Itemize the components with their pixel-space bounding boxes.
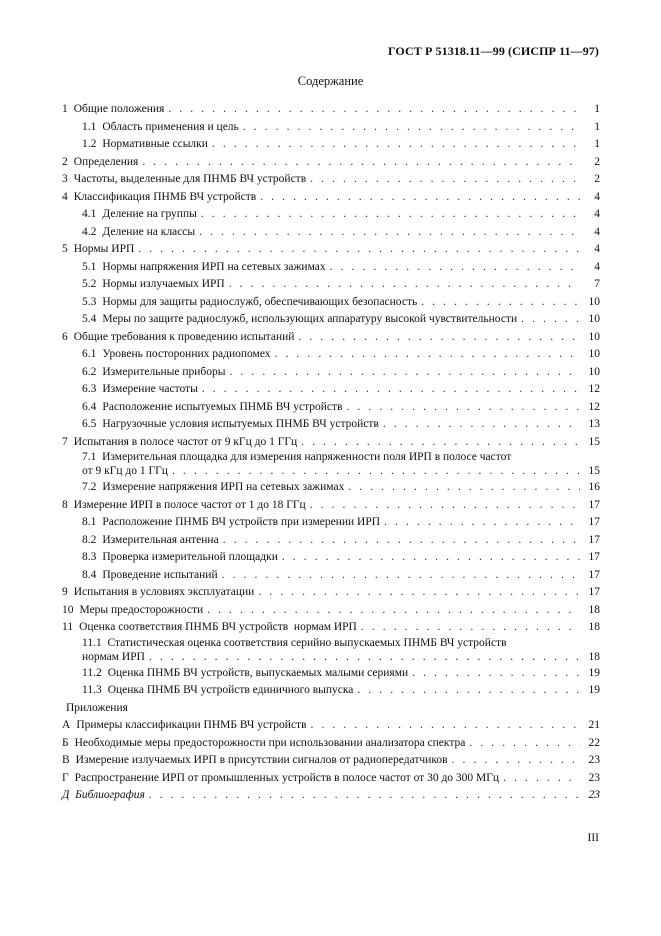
toc-entry-number: 3 bbox=[62, 173, 68, 185]
toc-entry[interactable] bbox=[62, 136, 600, 154]
dot-leader bbox=[260, 189, 580, 207]
toc-entry[interactable] bbox=[62, 101, 600, 119]
toc-entry-page: 23 bbox=[588, 771, 600, 784]
toc-entry-title: Проведение испытаний bbox=[102, 568, 218, 581]
toc-entry-title: Область применения и цель bbox=[102, 120, 239, 133]
toc-entry-number: 9 bbox=[62, 586, 68, 598]
toc-entry-number: 8.1 bbox=[82, 516, 97, 528]
dot-leader bbox=[310, 497, 580, 515]
dot-leader bbox=[348, 479, 580, 497]
toc-entry-title-line1: Измерительная площадка для измерения напряженности поля ИРП в полосе частот bbox=[102, 451, 512, 463]
toc-entry-title: Испытания в условиях эксплуатации bbox=[73, 586, 255, 598]
toc-entry-number: 6.2 bbox=[82, 365, 97, 378]
toc-entry[interactable] bbox=[62, 416, 600, 434]
dot-leader bbox=[330, 259, 580, 277]
toc-entry-number: 11.3 bbox=[82, 684, 102, 696]
dot-leader bbox=[311, 717, 580, 735]
dot-leader bbox=[346, 399, 580, 417]
toc-entry-title: Уровень посторонних радиопомех bbox=[102, 348, 271, 360]
toc-entry-number: Г bbox=[62, 771, 69, 784]
toc-entry-page: 4 bbox=[594, 208, 600, 220]
toc-entry-title-line1: Статистическая оценка соответствия серийно выпускаемых ПНМБ ВЧ устройств bbox=[107, 636, 507, 649]
toc-entry-title: Измерение частоты bbox=[102, 383, 198, 395]
toc-entry-page: 12 bbox=[588, 383, 600, 395]
toc-entry-number: Д bbox=[62, 789, 70, 801]
page-number: III bbox=[587, 832, 599, 844]
toc-entry-page: 10 bbox=[588, 313, 600, 325]
dot-leader bbox=[201, 206, 580, 224]
toc-entry-page: 1 bbox=[594, 120, 600, 133]
toc-entry-bibliography[interactable] bbox=[62, 787, 600, 805]
dot-leader bbox=[138, 241, 580, 259]
toc-entry[interactable] bbox=[62, 567, 600, 585]
page-title: Содержание bbox=[297, 74, 364, 88]
toc-entry[interactable] bbox=[62, 119, 600, 137]
toc-entry-page: 18 bbox=[588, 603, 600, 616]
toc-entry-title: Меры предосторожности bbox=[79, 603, 204, 616]
dot-leader bbox=[384, 514, 580, 532]
toc-entry[interactable] bbox=[62, 381, 600, 399]
toc-entry-page: 4 bbox=[594, 225, 600, 238]
toc-entry[interactable] bbox=[62, 241, 600, 259]
toc-entry-number: 5.3 bbox=[82, 295, 97, 308]
toc-entry-title: Нормативные ссылки bbox=[102, 138, 208, 150]
toc-entry-page: 10 bbox=[588, 295, 600, 308]
dot-leader bbox=[149, 650, 580, 665]
toc-entry[interactable] bbox=[62, 171, 600, 189]
toc-entry[interactable] bbox=[62, 584, 600, 602]
toc-entry[interactable] bbox=[62, 399, 600, 417]
toc-entry-title: Общие требования к проведению испытаний bbox=[73, 330, 295, 343]
toc-entry[interactable] bbox=[62, 329, 600, 347]
toc-entry-title: Нормы для защиты радиослужб, обеспечивающих безопасность bbox=[102, 295, 418, 308]
toc-entry-page: 17 bbox=[588, 568, 600, 581]
toc-entry-number: 2 bbox=[62, 155, 68, 168]
toc-entry-title-line2: нормам ИРП bbox=[82, 650, 145, 663]
toc-entry-page: 4 bbox=[594, 260, 600, 273]
toc-entry-page: 18 bbox=[588, 650, 600, 663]
toc-entry-number: 7.2 bbox=[82, 481, 97, 493]
dot-leader bbox=[212, 136, 580, 154]
appendix-heading: Приложения bbox=[66, 701, 128, 714]
toc-entry-title: Распространение ИРП от промышленных устройств в полосе частот от 30 до 300 МГц bbox=[74, 771, 500, 784]
dot-leader bbox=[503, 770, 580, 788]
toc-entry-number: Б bbox=[62, 736, 69, 749]
toc-entry-number: 11 bbox=[62, 621, 74, 633]
toc-entry-number: 6.5 bbox=[82, 418, 97, 430]
dot-leader bbox=[142, 154, 580, 172]
toc-entry-title: Нормы напряжения ИРП на сетевых зажимах bbox=[102, 260, 326, 273]
dot-leader bbox=[361, 619, 580, 637]
toc-entry-number: 11.2 bbox=[82, 666, 102, 679]
dot-leader bbox=[383, 416, 580, 434]
toc-entry[interactable] bbox=[62, 311, 600, 329]
toc-entry-page: 19 bbox=[588, 666, 600, 679]
toc-entry-title: Измерение ИРП в полосе частот от 1 до 18 ГГц bbox=[73, 498, 306, 511]
dot-leader bbox=[412, 665, 580, 683]
toc-entry[interactable] bbox=[62, 206, 600, 224]
standard-header: ГОСТ Р 51318.11—99 (СИСПР 11—97) bbox=[387, 44, 599, 58]
toc-entry-page: 4 bbox=[594, 190, 600, 203]
toc-entry-title: Расположение ПНМБ ВЧ устройств при измерении ИРП bbox=[102, 516, 381, 528]
toc-entry-title: Нормы излучаемых ИРП bbox=[102, 278, 225, 290]
toc-entry-page: 17 bbox=[588, 533, 600, 546]
toc-entry-page: 17 bbox=[588, 516, 600, 528]
toc-entry[interactable] bbox=[62, 259, 600, 277]
toc-entry-page: 2 bbox=[594, 173, 600, 185]
toc-entry-title: Меры по защите радиослужб, использующих аппаратуру высокой чувствительности bbox=[102, 313, 518, 325]
toc-entry-page: 13 bbox=[588, 418, 600, 430]
toc-entry-page: 7 bbox=[594, 278, 600, 290]
toc-entry-number: 7.1 bbox=[82, 451, 97, 463]
toc-entry-number: 4 bbox=[62, 190, 68, 203]
toc-entry-title: Измерение излучаемых ИРП в присутствии сигналов от радиопередатчиков bbox=[75, 754, 448, 766]
dot-leader bbox=[243, 119, 580, 137]
toc-entry-number: 5 bbox=[62, 243, 68, 255]
dot-leader bbox=[452, 752, 580, 770]
toc-entry-number: 5.1 bbox=[82, 260, 97, 273]
toc-entry-number: 1 bbox=[62, 103, 68, 115]
toc-entry[interactable] bbox=[62, 549, 600, 567]
toc-entry-title: Деление на группы bbox=[102, 208, 197, 220]
dot-leader bbox=[229, 276, 580, 294]
toc-entry-page: 10 bbox=[588, 348, 600, 360]
toc-entry[interactable] bbox=[62, 189, 600, 207]
toc-entry-number: 11.1 bbox=[82, 636, 102, 649]
toc-entry[interactable] bbox=[62, 682, 600, 700]
dot-leader bbox=[310, 171, 580, 189]
dot-leader bbox=[199, 224, 580, 242]
dot-leader bbox=[282, 549, 580, 567]
toc-entry[interactable] bbox=[62, 602, 600, 620]
toc-entry[interactable] bbox=[62, 514, 600, 532]
toc-entry[interactable] bbox=[62, 434, 600, 452]
dot-leader bbox=[298, 329, 580, 347]
toc-entry-page: 16 bbox=[588, 481, 600, 493]
toc-entry-title: Нагрузочные условия испытуемых ПНМБ ВЧ устройств bbox=[102, 418, 379, 430]
dot-leader bbox=[301, 434, 580, 452]
toc-entry-page: 15 bbox=[588, 435, 600, 448]
dot-leader bbox=[149, 787, 580, 805]
toc-entry-page: 17 bbox=[588, 551, 600, 563]
toc-entry-appendix[interactable] bbox=[62, 735, 600, 753]
toc-entry-number: 6.4 bbox=[82, 400, 97, 413]
toc-entry-page: 19 bbox=[588, 684, 600, 696]
toc-entry[interactable] bbox=[62, 224, 600, 242]
table-of-contents bbox=[62, 101, 600, 805]
toc-entry-page: 15 bbox=[588, 465, 600, 477]
toc-entry-page: 23 bbox=[588, 789, 600, 801]
toc-entry-appendix[interactable] bbox=[62, 752, 600, 770]
toc-entry-page: 12 bbox=[588, 400, 600, 413]
toc-entry-page: 18 bbox=[588, 621, 600, 633]
toc-entry-title: Оценка соответствия ПНМБ ВЧ устройств нормам ИРП bbox=[79, 621, 357, 633]
toc-entry-title: Примеры классификации ПНМБ ВЧ устройств bbox=[76, 719, 307, 731]
toc-entry[interactable] bbox=[62, 294, 600, 312]
toc-entry-multiline[interactable] bbox=[62, 451, 600, 479]
toc-entry-page: 21 bbox=[588, 719, 600, 731]
toc-entry-title: Оценка ПНМБ ВЧ устройств единичного выпуска bbox=[107, 684, 354, 696]
toc-entry-title: Общие положения bbox=[73, 103, 165, 115]
toc-entry-page: 17 bbox=[588, 586, 600, 598]
toc-entry-title: Нормы ИРП bbox=[73, 243, 135, 255]
toc-entry-page: 23 bbox=[588, 754, 600, 766]
toc-entry-page: 1 bbox=[594, 138, 600, 150]
toc-entry-number: 10 bbox=[62, 603, 74, 616]
toc-entry-number: 8.3 bbox=[82, 551, 97, 563]
toc-entry-page: 17 bbox=[588, 498, 600, 511]
dot-leader bbox=[207, 602, 580, 620]
toc-entry[interactable] bbox=[62, 665, 600, 683]
toc-entry-title: Необходимые меры предосторожности при использовании анализатора спектра bbox=[74, 736, 466, 749]
dot-leader bbox=[222, 567, 580, 585]
toc-entry-title: Библиография bbox=[75, 789, 145, 801]
toc-entry[interactable] bbox=[62, 479, 600, 497]
toc-entry-title: Частоты, выделенные для ПНМБ ВЧ устройств bbox=[73, 173, 307, 185]
toc-entry-number: 6 bbox=[62, 330, 68, 343]
toc-entry-number: 1.2 bbox=[82, 138, 97, 150]
toc-entry-page: 1 bbox=[594, 103, 600, 115]
toc-entry-number: 6.3 bbox=[82, 383, 97, 395]
dot-leader bbox=[258, 584, 580, 602]
toc-entry-number: 6.1 bbox=[82, 348, 97, 360]
toc-entry-page: 10 bbox=[588, 330, 600, 343]
toc-entry-number: 4.2 bbox=[82, 225, 97, 238]
toc-entry-title: Проверка измерительной площадки bbox=[102, 551, 278, 563]
toc-entry-page: 4 bbox=[594, 243, 600, 255]
toc-entry-title: Измерительная антенна bbox=[102, 533, 219, 546]
toc-entry[interactable] bbox=[62, 364, 600, 382]
toc-entry-number: В bbox=[62, 754, 70, 766]
toc-entry-number: 4.1 bbox=[82, 208, 97, 220]
toc-entry[interactable] bbox=[62, 276, 600, 294]
toc-entry-title: Деление на классы bbox=[102, 225, 196, 238]
dot-leader bbox=[521, 311, 580, 329]
dot-leader bbox=[223, 532, 580, 550]
toc-entry-number: 8.4 bbox=[82, 568, 97, 581]
toc-entry-number: 1.1 bbox=[82, 120, 97, 133]
dot-leader bbox=[357, 682, 580, 700]
toc-entry-page: 2 bbox=[594, 155, 600, 168]
dot-leader bbox=[172, 464, 580, 479]
dot-leader bbox=[202, 381, 580, 399]
toc-entry[interactable] bbox=[62, 532, 600, 550]
toc-entry[interactable] bbox=[62, 346, 600, 364]
toc-entry-number: А bbox=[62, 719, 71, 731]
toc-entry[interactable] bbox=[62, 497, 600, 515]
toc-entry-page: 10 bbox=[588, 365, 600, 378]
toc-entry-title: Испытания в полосе частот от 9 кГц до 1 ГГц bbox=[73, 435, 298, 448]
toc-entry-number: 8.2 bbox=[82, 533, 97, 546]
dot-leader bbox=[229, 364, 580, 382]
dot-leader bbox=[275, 346, 580, 364]
toc-entry-title: Измерение напряжения ИРП на сетевых зажимах bbox=[102, 481, 345, 493]
toc-entry-appendix[interactable] bbox=[62, 717, 600, 735]
dot-leader bbox=[421, 294, 580, 312]
dot-leader bbox=[469, 735, 580, 753]
toc-entry-title: Определения bbox=[73, 155, 139, 168]
toc-entry-title: Оценка ПНМБ ВЧ устройств, выпускаемых малыми сериями bbox=[107, 666, 409, 679]
toc-entry-number: 8 bbox=[62, 498, 68, 511]
toc-entry-title: Классификация ПНМБ ВЧ устройств bbox=[73, 190, 257, 203]
toc-entry-number: 7 bbox=[62, 435, 68, 448]
toc-entry-title-line2: от 9 кГц до 1 ГГц bbox=[82, 465, 168, 477]
dot-leader bbox=[168, 101, 580, 119]
toc-entry-number: 5.2 bbox=[82, 278, 97, 290]
toc-entry-title: Расположение испытуемых ПНМБ ВЧ устройств bbox=[102, 400, 343, 413]
toc-entry-multiline[interactable] bbox=[62, 637, 600, 665]
toc-entry-page: 22 bbox=[588, 736, 600, 749]
toc-entry[interactable] bbox=[62, 154, 600, 172]
toc-entry-title: Измерительные приборы bbox=[102, 365, 226, 378]
toc-entry-number: 5.4 bbox=[82, 313, 97, 325]
toc-entry-appendix[interactable] bbox=[62, 770, 600, 788]
toc-entry[interactable] bbox=[62, 619, 600, 637]
